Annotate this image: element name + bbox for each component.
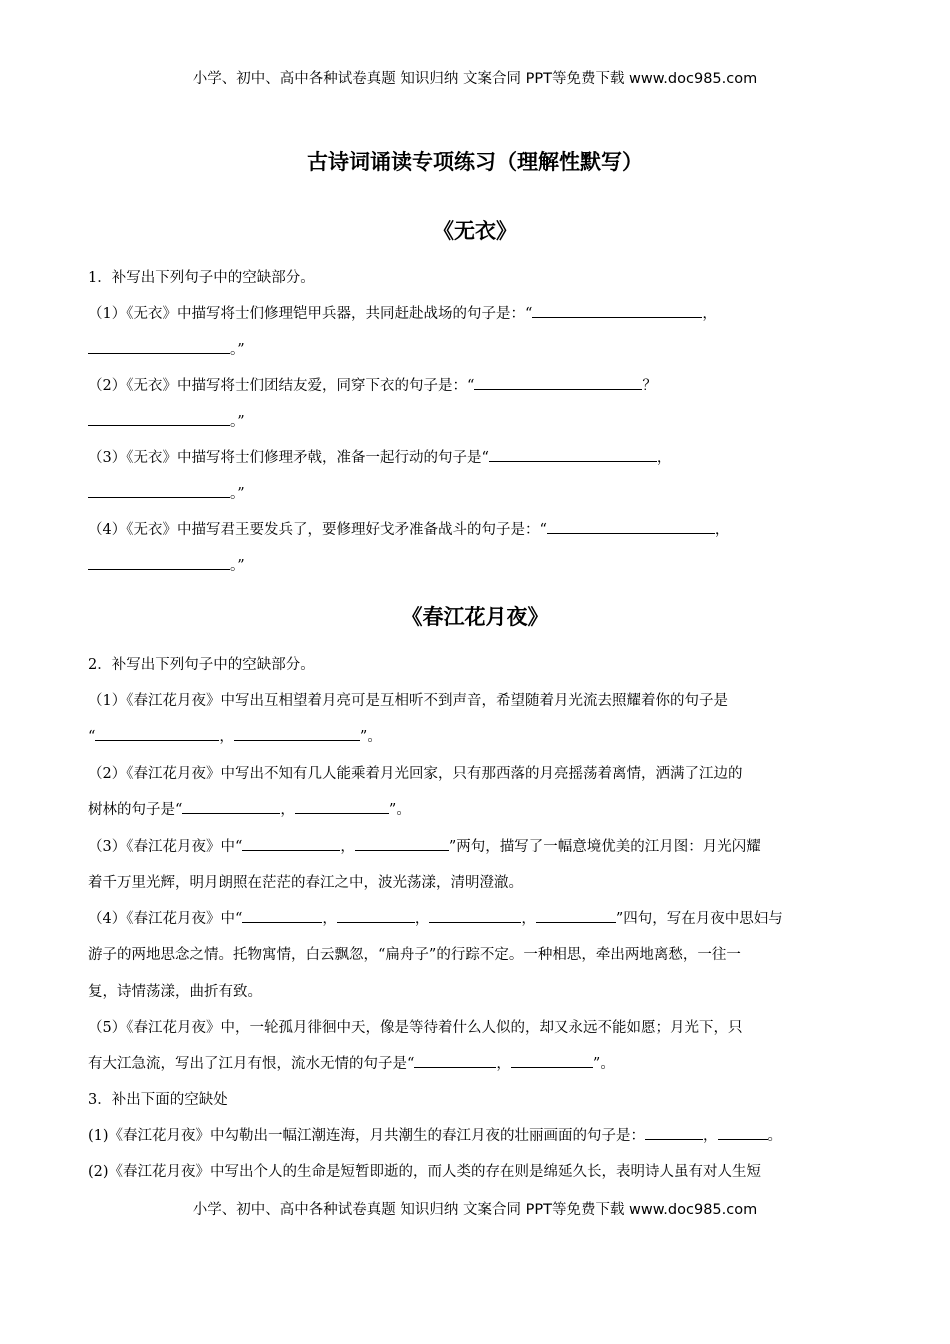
q3-item1: (1)《春江花月夜》中勾勒出一幅江潮连海，月共潮生的春江月夜的壮丽画面的句子是： ， 。 [88,1124,868,1145]
answer-blank[interactable] [88,339,230,354]
section-title-wuyi: 《无衣》 [433,219,517,243]
q1-item1-line2: 。” [88,338,868,359]
q2-item1-line2: “ ， ”。 [88,725,868,746]
answer-blank[interactable] [355,836,449,851]
q3-item2: (2)《春江花月夜》中写出个人的生命是短暂即逝的，而人类的存在则是绵延久长，表明诗人虽有对人生短 [88,1164,762,1180]
q1-item3-line2: 。” [88,482,868,503]
answer-blank[interactable] [182,799,280,814]
page-title: 古诗词诵读专项练习（理解性默写） [307,150,643,174]
answer-blank[interactable] [337,908,415,923]
q2-item4-line3: 复，诗情荡漾，曲折有致。 [88,984,262,1000]
q1-item2-line1: （2）《无衣》中描写将士们团结友爱，同穿下衣的句子是：“ ？ [88,374,868,395]
q2-item3-line2: 着千万里光辉，明月朗照在茫茫的春江之中，波光荡漾，清明澄澈。 [88,875,523,891]
q1-item1-line1: （1）《无衣》中描写将士们修理铠甲兵器，共同赶赴战场的句子是：“ ， [88,302,868,323]
answer-blank[interactable] [242,836,340,851]
answer-blank[interactable] [718,1125,768,1140]
answer-blank[interactable] [511,1053,593,1068]
q2-item2-line2: 树林的句子是“ ， ”。 [88,798,868,819]
page-footer: 小学、初中、高中各种试卷真题 知识归纳 文案合同 PPT等免费下载 www.doc985.com [192,1202,758,1218]
section-title-chunjiang: 《春江花月夜》 [401,605,549,629]
q2-item3-line1: （3）《春江花月夜》中“ ， ”两句，描写了一幅意境优美的江月图：月光闪耀 [88,835,868,856]
answer-blank[interactable] [88,483,230,498]
answer-blank[interactable] [88,555,230,570]
q1-item2-line2: 。” [88,410,868,431]
q2-item1-line1: （1）《春江花月夜》中写出互相望着月亮可是互相听不到声音，希望随着月光流去照耀着你的句子是 [88,693,728,709]
answer-blank[interactable] [645,1125,703,1140]
answer-blank[interactable] [532,303,702,318]
q2-item4-line1: （4）《春江花月夜》中“ ， ， ， ”四句，写在月夜中思妇与 [88,907,868,928]
answer-blank[interactable] [234,726,360,741]
answer-blank[interactable] [429,908,521,923]
answer-blank[interactable] [414,1053,496,1068]
q1-item4-line2: 。” [88,554,868,575]
answer-blank[interactable] [547,519,715,534]
q2-item4-line2: 游子的两地思念之情。托物寓情，白云飘忽，“扁舟子”的行踪不定。一种相思，牵出两地离愁，一往一 [88,947,741,963]
q1-item3-line1: （3）《无衣》中描写将士们修理矛戟，准备一起行动的句子是“ ， [88,446,868,467]
q2-intro: 2．补写出下列句子中的空缺部分。 [88,657,315,673]
q2-item5-line1: （5）《春江花月夜》中，一轮孤月徘徊中天，像是等待着什么人似的，却又永远不能如愿；月光下，只 [88,1020,743,1036]
page-header: 小学、初中、高中各种试卷真题 知识归纳 文案合同 PPT等免费下载 www.doc985.com [192,71,758,87]
q3-intro: 3．补出下面的空缺处 [88,1092,228,1108]
q2-item2-line1: （2）《春江花月夜》中写出不知有几人能乘着月光回家，只有那西落的月亮摇荡着离情，洒满了江边的 [88,766,743,782]
q2-item5-line2: 有大江急流，写出了江月有恨，流水无情的句子是“ ， ”。 [88,1052,868,1073]
answer-blank[interactable] [489,447,657,462]
q1-intro: 1．补写出下列句子中的空缺部分。 [88,270,315,286]
q1-item4-line1: （4）《无衣》中描写君王要发兵了，要修理好戈矛准备战斗的句子是：“ ， [88,518,868,539]
answer-blank[interactable] [88,411,230,426]
answer-blank[interactable] [295,799,389,814]
answer-blank[interactable] [536,908,616,923]
answer-blank[interactable] [95,726,219,741]
answer-blank[interactable] [474,375,642,390]
answer-blank[interactable] [242,908,322,923]
